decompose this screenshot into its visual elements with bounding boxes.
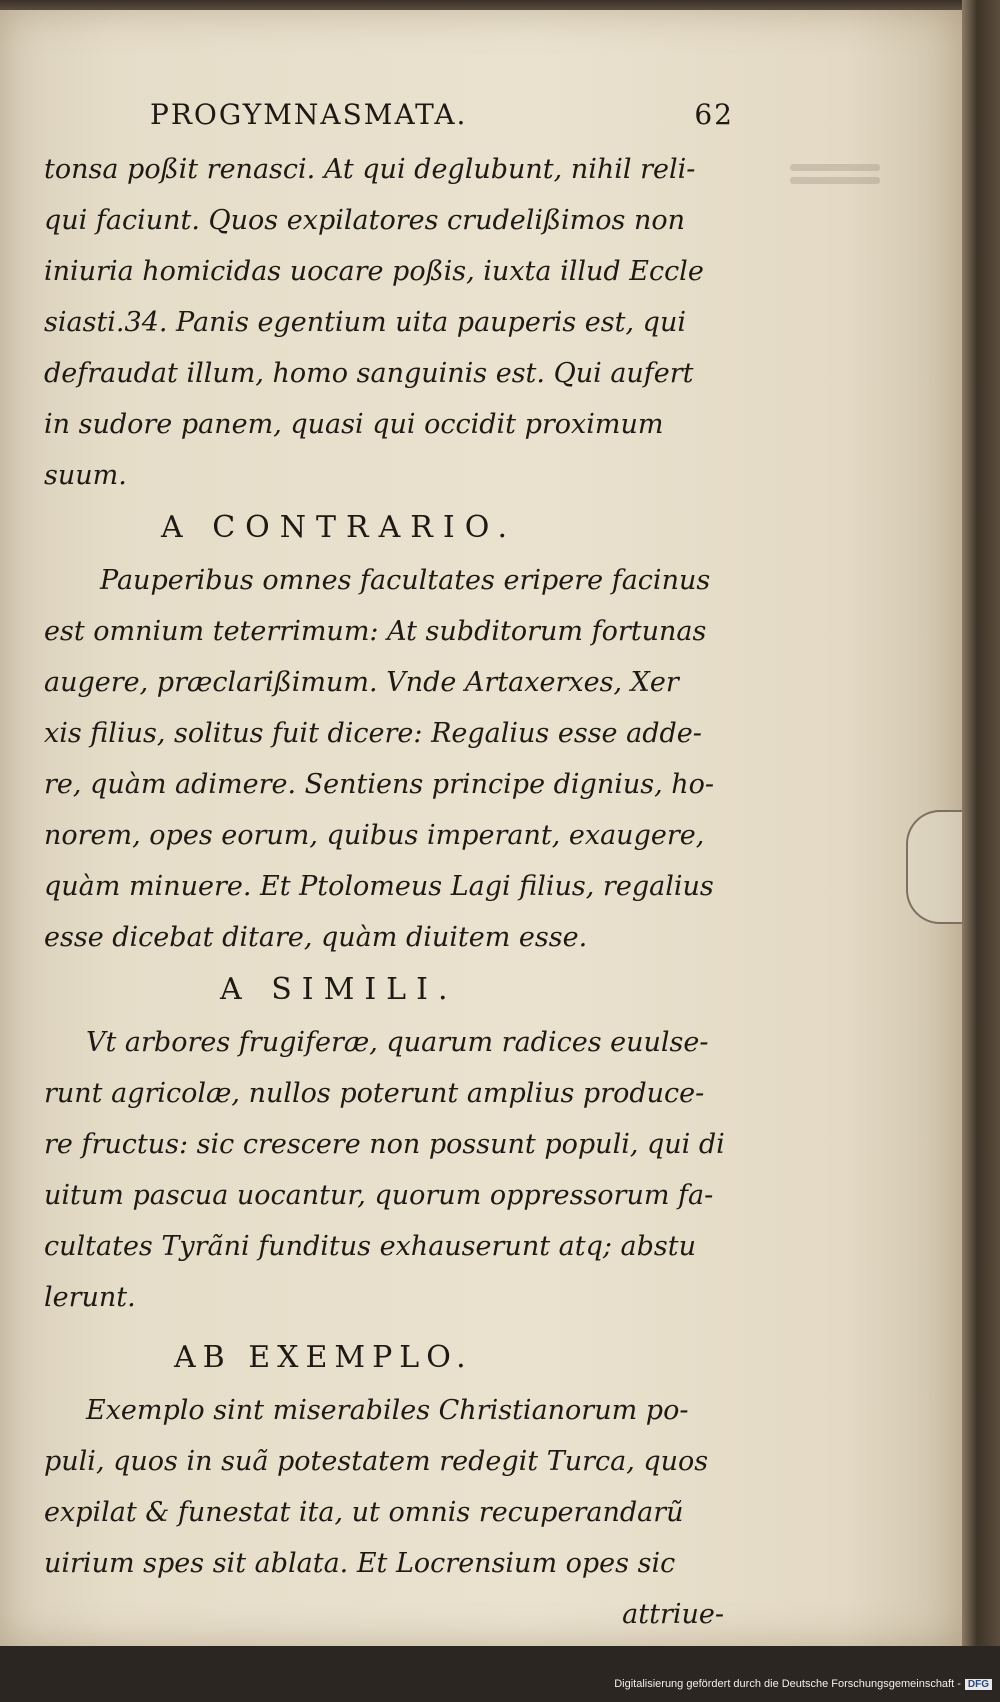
text-line: lerunt. [44, 1282, 136, 1313]
text-line: Pauperibus omnes facultates eripere facinus [100, 565, 711, 596]
text-line: quàm minuere. Et Ptolomeus Lagi filius, regalius [44, 871, 714, 902]
section-heading-contrario: A CONTRARIO. [161, 510, 518, 545]
text-line: esse dicebat ditare, quàm diuitem esse. [44, 922, 588, 953]
text-line: tonsa poßit renasci. At qui deglubunt, nihil reli- [44, 154, 696, 185]
text-line: re fructus: sic crescere non possunt populi, qui di [44, 1129, 725, 1160]
paragraph-contrario [44, 555, 724, 963]
text-line: suum. [44, 460, 127, 491]
running-header [44, 92, 734, 144]
text-line: siasti.34. Panis egentium uita pauperis est, qui [44, 307, 686, 338]
section-heading-exemplo: AB EXEMPLO. [174, 1340, 473, 1375]
paragraph-intro [44, 144, 724, 501]
text-line: augere, præclarißimum. Vnde Artaxerxes, Xer [44, 667, 679, 698]
paragraph-simili [44, 1017, 724, 1323]
offset-marginalia [790, 158, 880, 208]
text-line: iniuria homicidas uocare poßis, iuxta illud Eccle [44, 256, 704, 287]
text-line: re, quàm adimere. Sentiens principe dignius, ho- [44, 769, 715, 800]
text-line: cultates Tyrãni funditus exhauserunt atq; abstu [44, 1231, 697, 1262]
text-line: defraudat illum, homo sanguinis est. Qui aufert [44, 358, 694, 389]
text-line: norem, opes eorum, quibus imperant, exaugere, [44, 820, 705, 851]
paragraph-exemplo [44, 1385, 724, 1640]
text-line: in sudore panem, quasi qui occidit proximum [44, 409, 664, 440]
text-line: puli, quos in suã potestatem redegit Turca, quos [44, 1446, 709, 1477]
text-line: uitum pascua uocantur, quorum oppressorum fa- [44, 1180, 714, 1211]
text-line: uirium spes sit ablata. Et Locrensium opes sic [44, 1548, 676, 1579]
text-line: expilat & funestat ita, ut omnis recuperandarũ [44, 1497, 684, 1528]
text-line: runt agricolæ, nullos poterunt amplius produce- [44, 1078, 705, 1109]
dfg-logo: DFG [965, 1679, 992, 1690]
page-number: 62 [694, 98, 734, 131]
book-page [0, 10, 962, 1646]
text-line: Exemplo sint miserabiles Christianorum po- [86, 1395, 689, 1426]
scan-footer-band [0, 1646, 1000, 1702]
text-line: qui faciunt. Quos expilatores crudelißimos non [44, 205, 685, 236]
book-fore-edge [962, 0, 1000, 1660]
text-line: xis filius, solitus fuit dicere: Regalius esse adde- [44, 718, 702, 749]
catchword: attriue- [622, 1599, 724, 1630]
section-heading-simili: A SIMILI. [220, 972, 458, 1007]
running-title: PROGYMNASMATA. [150, 98, 468, 131]
text-line: Vt arbores frugiferæ, quarum radices euulse- [86, 1027, 709, 1058]
page-text [44, 92, 734, 1640]
text-line: est omnium teterrimum: At subditorum fortunas [44, 616, 707, 647]
digitization-credit [614, 1678, 992, 1690]
credit-text: Digitalisierung gefördert durch die Deutsche Forschungsgemeinschaft - [614, 1678, 961, 1690]
